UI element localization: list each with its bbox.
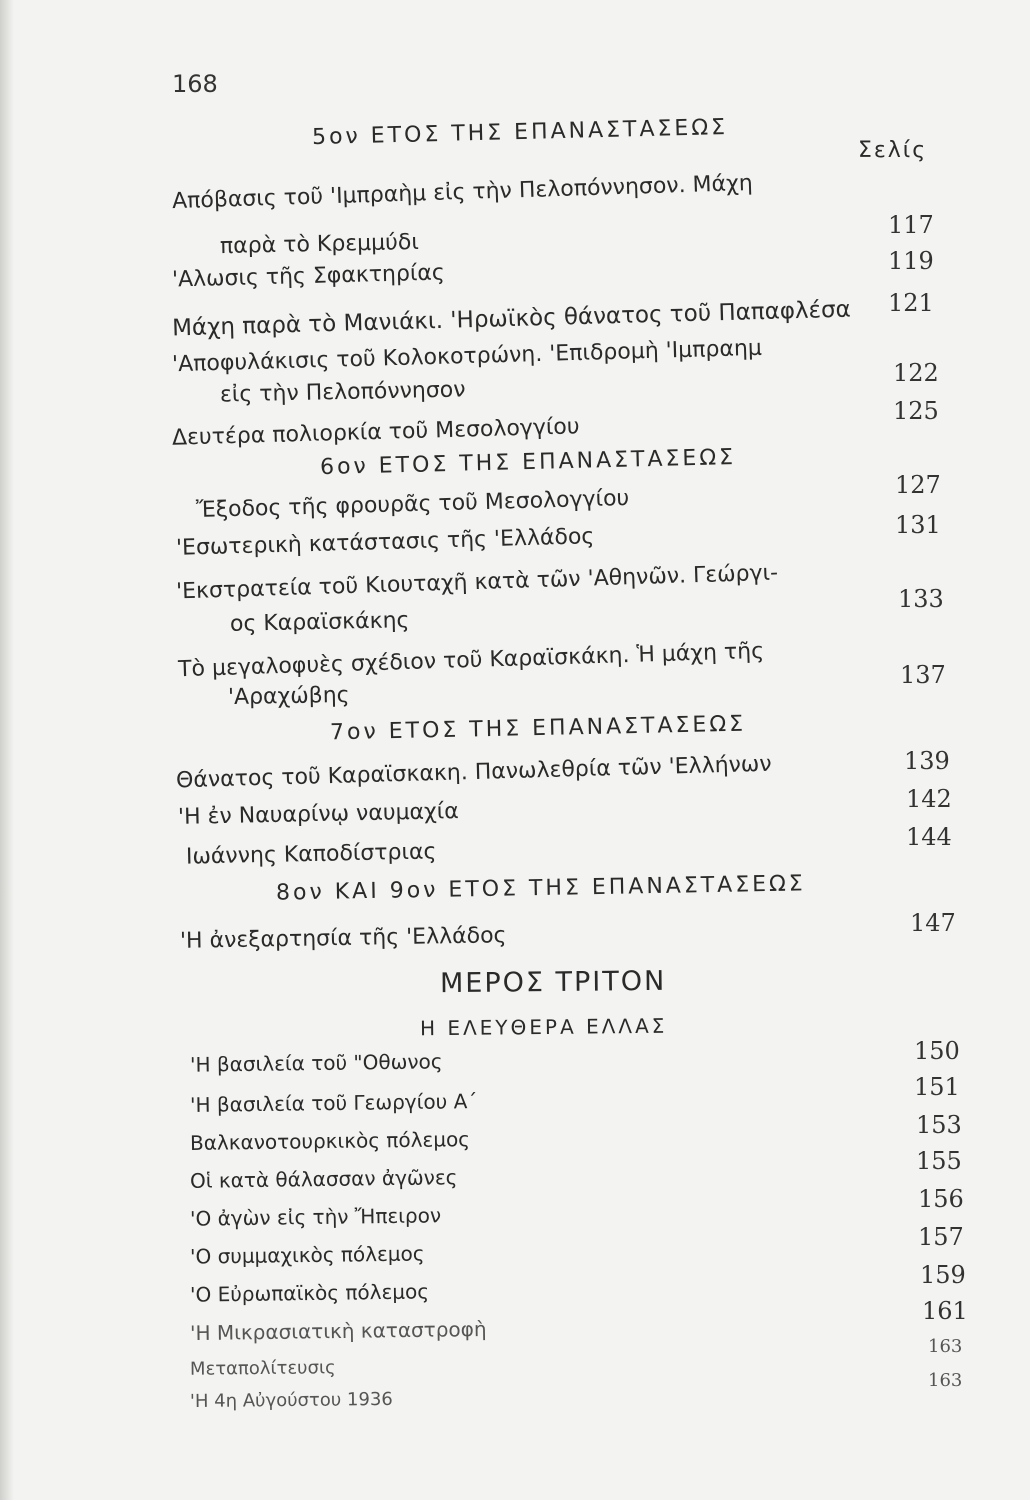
page-binding-edge	[0, 0, 14, 1500]
toc-entry-line: 'Η Μικρασιατικὴ καταστροφὴ	[189, 1316, 487, 1346]
toc-page-number: 163	[928, 1336, 963, 1357]
toc-entry-line: 'Αλωσις τῆς Σφακτηρίας	[171, 260, 446, 293]
toc-entry-line: 'Ο συμμαχικὸς πόλεμος	[189, 1241, 425, 1269]
toc-page-number: 144	[906, 823, 952, 851]
toc-entry-line: 'Η ἐν Ναυαρίνῳ ναυμαχία	[177, 799, 459, 830]
toc-entry-line: Τὸ μεγαλοφυὲς σχέδιον τοῦ Καραϊσκάκη. Ἡ μάχη τῆς	[177, 638, 765, 683]
section-heading-5: 5ον ΕΤΟΣ ΤΗΣ ΕΠΑΝΑΣΤΑΣΕΩΣ	[311, 114, 729, 151]
toc-page-number: 142	[906, 785, 952, 813]
toc-page-number: 125	[893, 397, 939, 425]
toc-entry-line: Μεταπολίτευσις	[189, 1357, 336, 1380]
part-title: ΜΕΡΟΣ ΤΡΙΤΟΝ	[439, 965, 667, 1000]
toc-entry-line: Θάνατος τοῦ Καραϊσκακη. Πανωλεθρία τῶν 'Ελλήνων	[175, 751, 772, 794]
toc-entry-line: Βαλκανοτουρκικὸς πόλεμος	[189, 1127, 471, 1155]
toc-page-number: 117	[888, 211, 934, 239]
part-subtitle: Η ΕΛΕΥΘΕΡΑ ΕΛΛΑΣ	[419, 1013, 668, 1041]
toc-page-number: 153	[916, 1111, 962, 1139]
toc-page-number: 121	[888, 289, 934, 317]
toc-entry-line: Οἱ κατὰ θάλασσαν ἀγῶνες	[189, 1165, 458, 1193]
toc-page-number: 127	[895, 471, 941, 499]
toc-entry-line: 'Ο Εὐρωπαϊκὸς πόλεμος	[189, 1279, 430, 1307]
toc-page-number: 122	[893, 359, 939, 387]
toc-entry-line: Απόβασις τοῦ 'Ιμπραὴμ εἰς τὴν Πελοπόννησον. Μάχη	[171, 170, 754, 215]
toc-page-number: 133	[898, 585, 944, 613]
toc-entry-line: Δευτέρα πολιορκία τοῦ Μεσολογγίου	[171, 414, 580, 451]
toc-page-number: 131	[895, 511, 941, 539]
toc-entry-line: 'Ο ἀγὼν εἰς τὴν Ἤπειρον	[189, 1203, 442, 1231]
toc-entry-line: ος Καραϊσκάκης	[229, 608, 410, 637]
toc-entry-line: εἰς τὴν Πελοπόννησον	[219, 377, 466, 408]
toc-entry-line: Ιωάννης Καποδίστριας	[185, 839, 437, 870]
toc-entry-line: 'Εκστρατεία τοῦ Κιουταχῆ κατὰ τῶν 'Αθηνῶν. Γεώργι-	[175, 560, 779, 605]
toc-entry-line: 'Απoφυλάκισις τοῦ Κολοκοτρώνη. 'Επιδρομὴ 'Ιμπραημ	[171, 335, 763, 378]
section-heading-6: 6ον ΕΤΟΣ ΤΗΣ ΕΠΑΝΑΣΤΑΣΕΩΣ	[319, 444, 737, 481]
section-heading-7: 7ον ΕΤΟΣ ΤΗΣ ΕΠΑΝΑΣΤΑΣΕΩΣ	[329, 711, 747, 746]
toc-page-number: 147	[910, 909, 956, 937]
section-heading-8-9: 8ον ΚΑΙ 9ον ΕΤΟΣ ΤΗΣ ΕΠΑΝΑΣΤΑΣΕΩΣ	[275, 871, 806, 906]
toc-page-number: 159	[920, 1261, 966, 1289]
toc-entry-line: 'Αραχώβης	[227, 682, 350, 711]
toc-page-number: 161	[922, 1297, 968, 1325]
toc-entry-line: παρὰ τὸ Κρεμμύδι	[219, 229, 420, 260]
toc-page-number: 139	[904, 747, 950, 775]
toc-page-number: 157	[918, 1223, 964, 1251]
toc-page-number: 163	[928, 1370, 963, 1391]
toc-entry-line: 'Εσωτερικὴ κατάστασις τῆς 'Ελλάδος	[175, 524, 595, 561]
toc-page-number: 150	[914, 1037, 960, 1065]
toc-page-number: 151	[914, 1073, 960, 1101]
toc-entry-line: 'Η βασιλεία τοῦ Γεωργίου Α΄	[189, 1088, 478, 1118]
toc-page-number: 155	[916, 1147, 962, 1175]
page-column-header: Σελίς	[858, 138, 928, 163]
toc-page-number: 156	[918, 1185, 964, 1213]
toc-page-number: 119	[888, 247, 934, 275]
toc-entry-line: 'Η 4η Αὐγούστου 1936	[189, 1388, 393, 1413]
toc-page-number: 137	[900, 661, 946, 689]
toc-entry-line: 'Η βασιλεία τοῦ "Οθωνος	[189, 1049, 443, 1077]
toc-entry-line: Ἔξοδος τῆς φρουρᾶς τοῦ Μεσολογγίου	[195, 485, 630, 524]
page-number: 168	[172, 70, 218, 98]
toc-entry-line: 'Η ἀνεξαρτησία τῆς 'Ελλάδος	[179, 923, 507, 954]
toc-entry-line: Μάχη παρὰ τὸ Μανιάκι. 'Ηρωϊκὸς θάνατος τοῦ Παπαφλέσα	[171, 296, 852, 342]
